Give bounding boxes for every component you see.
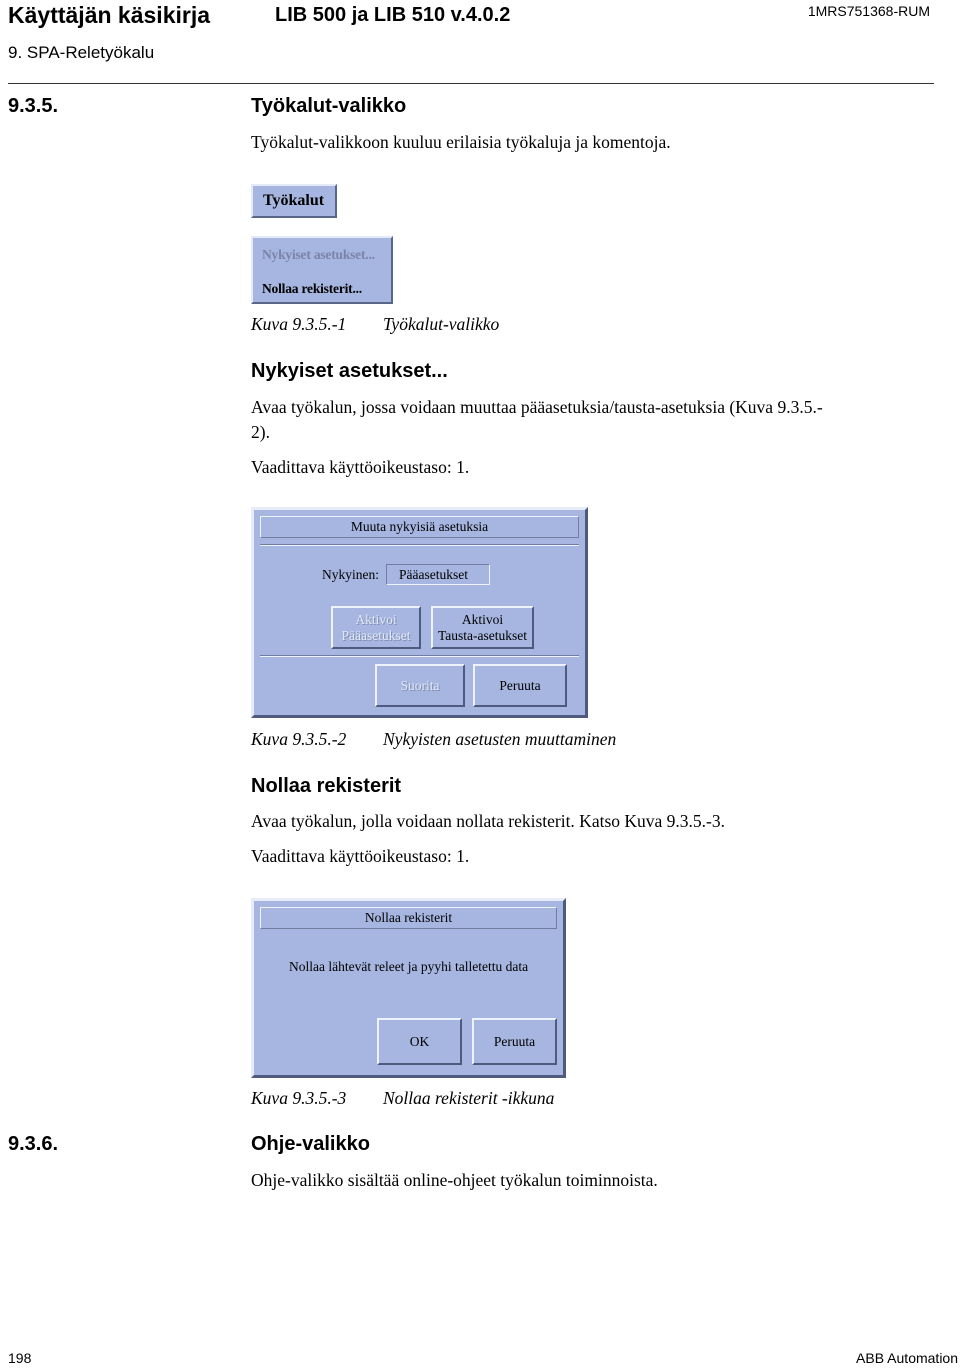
- divider: [260, 655, 579, 657]
- manual-title: Käyttäjän käsikirja: [8, 2, 211, 28]
- figure-caption-1: [251, 314, 500, 335]
- button-label: OK: [409, 1033, 430, 1049]
- document-code: 1MRS751368-RUM: [807, 3, 930, 19]
- tools-menu-label: Työkalut: [263, 192, 325, 209]
- caption-title: Nykyisten asetusten muuttaminen: [383, 729, 617, 749]
- caption-title: Nollaa rekisterit -ikkuna: [383, 1088, 555, 1108]
- section-text: Ohje-valikko sisältää online-ohjeet työkalun toiminnoista.: [251, 1170, 658, 1190]
- figure-caption-2: [251, 729, 617, 750]
- current-value-field: Pääasetukset: [386, 564, 490, 585]
- tools-menu-button[interactable]: [251, 184, 337, 218]
- change-settings-dialog: [251, 507, 588, 718]
- activate-main-settings-button[interactable]: [331, 606, 421, 649]
- cancel-button[interactable]: [472, 1018, 557, 1065]
- section-number: 9.3.5.: [8, 95, 59, 117]
- access-level-text: Vaadittava käyttöoikeustaso: 1.: [251, 457, 470, 477]
- document-title: LIB 500 ja LIB 510 v.4.0.2: [275, 4, 511, 26]
- access-level-text: Vaadittava käyttöoikeustaso: 1.: [251, 846, 470, 866]
- section-title: Työkalut-valikko: [251, 95, 407, 117]
- current-label: Nykyinen:: [322, 567, 379, 582]
- header-divider: [8, 83, 934, 84]
- cancel-button[interactable]: [473, 664, 567, 707]
- paragraph-line: Avaa työkalun, jossa voidaan muuttaa pääasetuksia/tausta-asetuksia (Kuva 9.3.5.-: [251, 397, 823, 417]
- footer-company: ABB Automation: [856, 1350, 958, 1366]
- section-number: 9.3.6.: [8, 1133, 59, 1155]
- dialog-title: Muuta nykyisiä asetuksia: [260, 516, 579, 538]
- subsection-heading-reset-registers: Nollaa rekisterit: [251, 775, 402, 797]
- ok-button[interactable]: [377, 1018, 462, 1065]
- reset-registers-dialog: [251, 898, 566, 1078]
- caption-number: Kuva 9.3.5.-3: [251, 1088, 347, 1108]
- caption-title: Työkalut-valikko: [383, 314, 500, 334]
- button-label: Suorita: [400, 677, 440, 693]
- chapter-title: 9. SPA-Reletyökalu: [8, 43, 155, 62]
- paragraph-line: Avaa työkalun, jolla voidaan nollata rekisterit. Katso Kuva 9.3.5.-3.: [251, 811, 725, 831]
- dialog-title: Nollaa rekisterit: [260, 907, 557, 929]
- dialog-message: Nollaa lähtevät releet ja pyyhi talletettu data: [289, 959, 529, 974]
- section-intro: Työkalut-valikkoon kuuluu erilaisia työkaluja ja komentoja.: [251, 132, 671, 152]
- divider: [260, 544, 579, 546]
- caption-number: Kuva 9.3.5.-2: [251, 729, 347, 749]
- page-number: 198: [8, 1350, 32, 1366]
- activate-backup-settings-button[interactable]: [431, 606, 534, 649]
- menu-item-reset-registers[interactable]: Nollaa rekisterit...: [262, 281, 362, 296]
- tools-menu-dropdown: [251, 236, 393, 304]
- section-title: Ohje-valikko: [251, 1133, 370, 1155]
- button-label: Peruuta: [493, 1033, 536, 1049]
- caption-number: Kuva 9.3.5.-1: [251, 314, 347, 334]
- figure-caption-3: [251, 1088, 555, 1109]
- button-label: Peruuta: [499, 677, 541, 693]
- button-label: Pääasetukset: [341, 627, 411, 643]
- button-label: Tausta-asetukset: [437, 627, 528, 643]
- button-label: Aktivoi: [461, 611, 504, 627]
- button-label: Aktivoi: [355, 611, 397, 627]
- subsection-heading-current-settings: Nykyiset asetukset...: [251, 360, 448, 382]
- execute-button[interactable]: [375, 664, 465, 707]
- paragraph-line: 2).: [251, 422, 270, 442]
- menu-item-current-settings[interactable]: Nykyiset asetukset...: [262, 247, 375, 262]
